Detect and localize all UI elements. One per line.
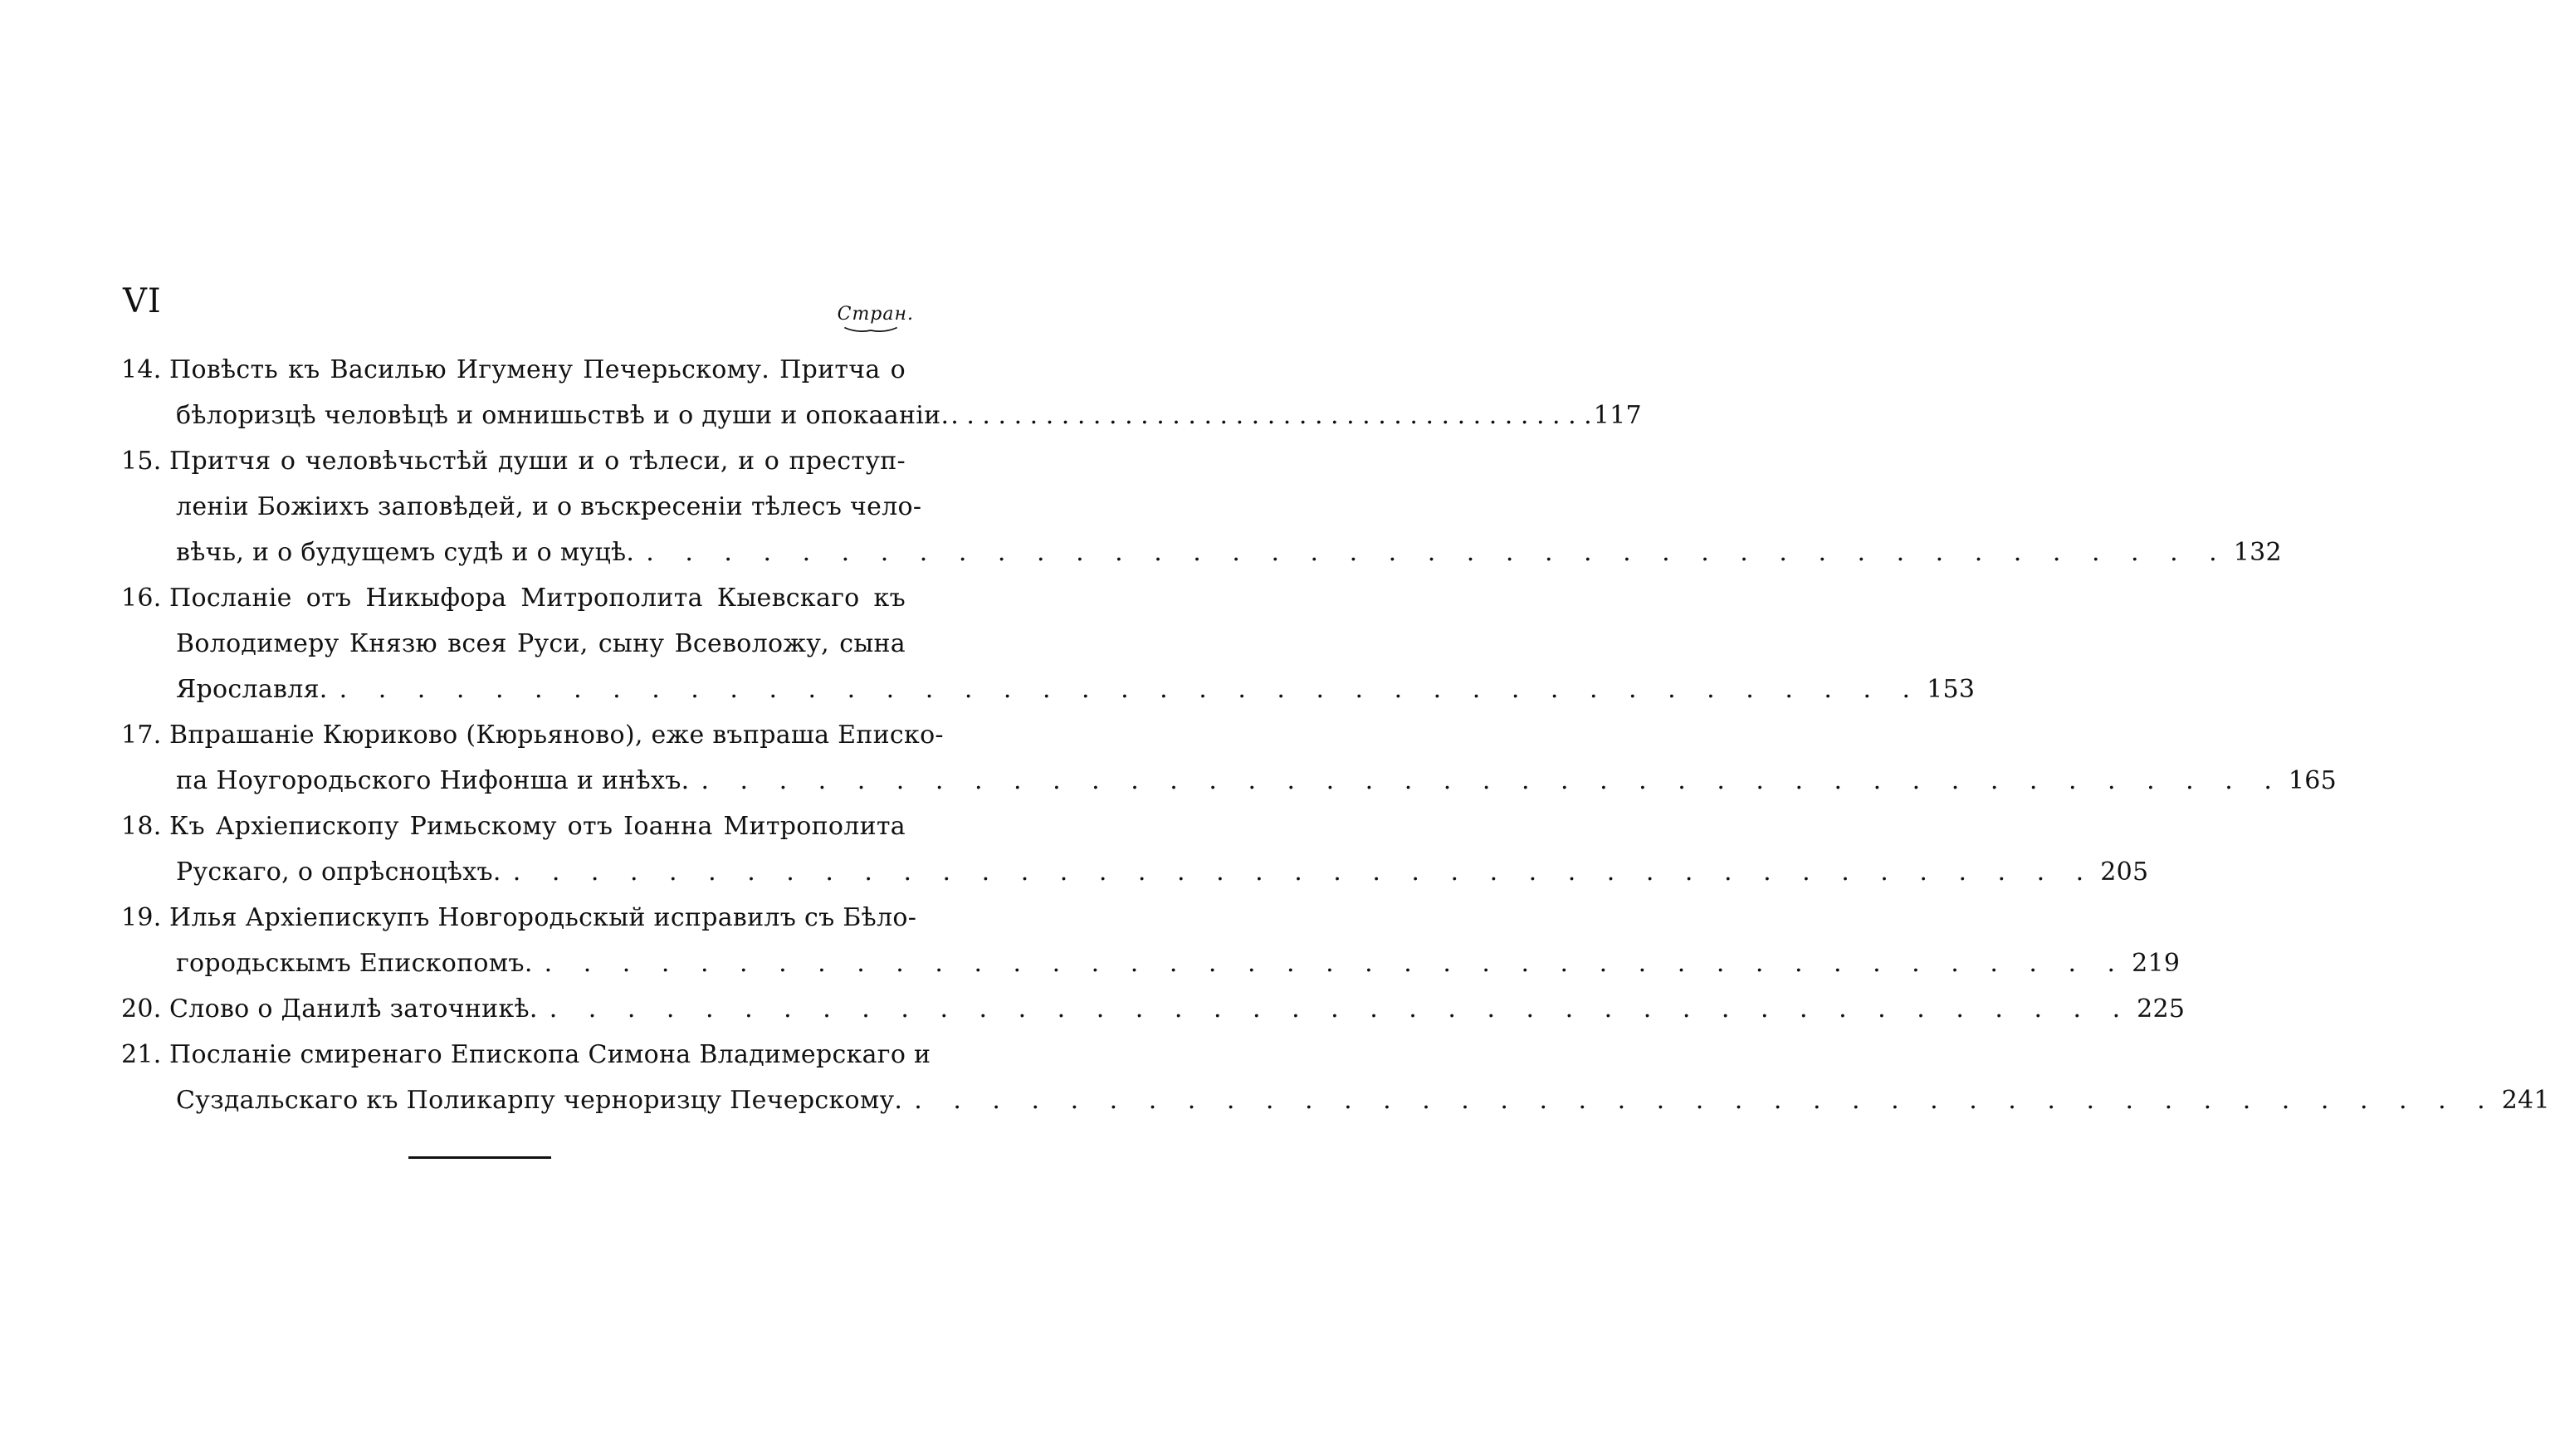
toc-entry [121, 804, 2149, 895]
brace-ornament [838, 326, 904, 335]
dot-leader [506, 849, 2095, 895]
toc-entry-text: Слово о Данилѣ заточникѣ. [169, 994, 538, 1024]
toc-entry [121, 712, 2338, 804]
toc-page-number: 219 [2132, 949, 2181, 978]
toc-page-number: 117 [1593, 401, 1642, 430]
closing-rule [408, 1156, 551, 1159]
page-number: VI [123, 282, 162, 320]
toc-entry-text: Рускаго, о опрѣсноцѣхъ. [176, 857, 501, 887]
toc-entry-line [169, 804, 906, 849]
toc-entry-line [176, 1077, 2550, 1123]
toc-entry-text: Посланіе отъ Никыфора Митрополита Кыевскаго къ [169, 584, 906, 613]
toc-page-number: 132 [2233, 538, 2282, 567]
toc-entry-text: Притчя о человѣчьстѣй души и о тѣлеси, и о преступ- [169, 447, 906, 476]
dot-leader [333, 667, 1922, 712]
toc-page-number: 205 [2100, 857, 2149, 887]
toc-entry-line [176, 667, 1976, 712]
dot-leader [543, 986, 2132, 1032]
toc-entry-text: Впрашаніе Кюриково (Кюрьяново), еже въпраша Еписко- [169, 721, 944, 750]
toc-entry-line [169, 438, 906, 484]
toc-entry-text: леніи Божіихъ заповѣдей, и о въскресеніи тѣлесъ чело- [176, 492, 922, 521]
toc-page-number: 165 [2288, 766, 2338, 795]
dot-leader [907, 1077, 2496, 1123]
toc-entry-number: 14. [121, 355, 162, 384]
toc-entry-text: Илья Архіепискупъ Новгородьскый исправилъ съ Бѣло- [169, 903, 917, 932]
toc-entry-text: па Ноугородьского Нифонша и инѣхъ. [176, 766, 690, 795]
toc-entry [121, 895, 2181, 986]
dot-leader [639, 530, 2228, 575]
toc-entry-line [176, 393, 1642, 438]
toc-entry-line [176, 758, 2338, 804]
toc-page-number: 241 [2501, 1086, 2550, 1115]
toc-entry-line [169, 895, 917, 941]
toc-entry-line [169, 712, 944, 758]
toc-entry-text: вѣчь, и о будущемъ судѣ и о муцѣ. [176, 538, 635, 567]
toc-entry-line [176, 621, 906, 667]
column-header [838, 304, 914, 335]
toc-page-number: 225 [2137, 994, 2186, 1024]
dot-leader [694, 758, 2283, 804]
toc-entry-text: Ярославля. [176, 675, 328, 704]
toc-page-number: 153 [1927, 675, 1976, 704]
toc-entry [121, 575, 1976, 712]
toc-entry-text: Повѣсть къ Василью Игумену Печерьскому. Притча о [169, 355, 906, 384]
toc-entry-line [169, 1032, 931, 1077]
toc-entry-number: 18. [121, 812, 162, 841]
toc-entry-number: 16. [121, 584, 162, 613]
toc-entry-line [176, 849, 2149, 895]
toc-entry-line [169, 986, 2186, 1032]
toc-entry-text: бѣлоризцѣ человѣцѣ и омнишьствѣ и о души и опокааніи. [176, 401, 950, 430]
toc-entry-text: городьскымъ Епископомъ. [176, 949, 533, 978]
column-header-label: Стран. [837, 304, 914, 325]
toc-entry-line [176, 941, 2181, 986]
toc-entry-line [176, 530, 2282, 575]
toc-entry-line [176, 484, 922, 530]
dot-leader [950, 393, 1591, 438]
toc-entry-number: 20. [121, 994, 162, 1024]
toc-entry-text: Володимеру Князю всея Руси, сыну Всеволожу, сына [176, 629, 906, 658]
toc-entry-text: Къ Архіепископу Римьскому отъ Іоанна Митрополита [169, 812, 906, 841]
toc-entry-line [169, 575, 906, 621]
toc-entry-line [169, 347, 906, 393]
toc-entry-number: 19. [121, 903, 162, 932]
table-of-contents [121, 347, 2550, 1123]
toc-entry [121, 347, 1642, 438]
toc-entry-number: 15. [121, 447, 162, 476]
toc-entry-number: 21. [121, 1040, 162, 1069]
toc-entry-number: 17. [121, 721, 162, 750]
toc-entry [121, 1032, 2550, 1123]
toc-entry-text: Посланіе смиренаго Епископа Симона Владимерскаго и [169, 1040, 931, 1069]
dot-leader [538, 941, 2127, 986]
toc-entry-text: Суздальскаго къ Поликарпу черноризцу Печерскому. [176, 1086, 903, 1115]
toc-entry [121, 986, 2186, 1032]
toc-entry [121, 438, 2282, 575]
